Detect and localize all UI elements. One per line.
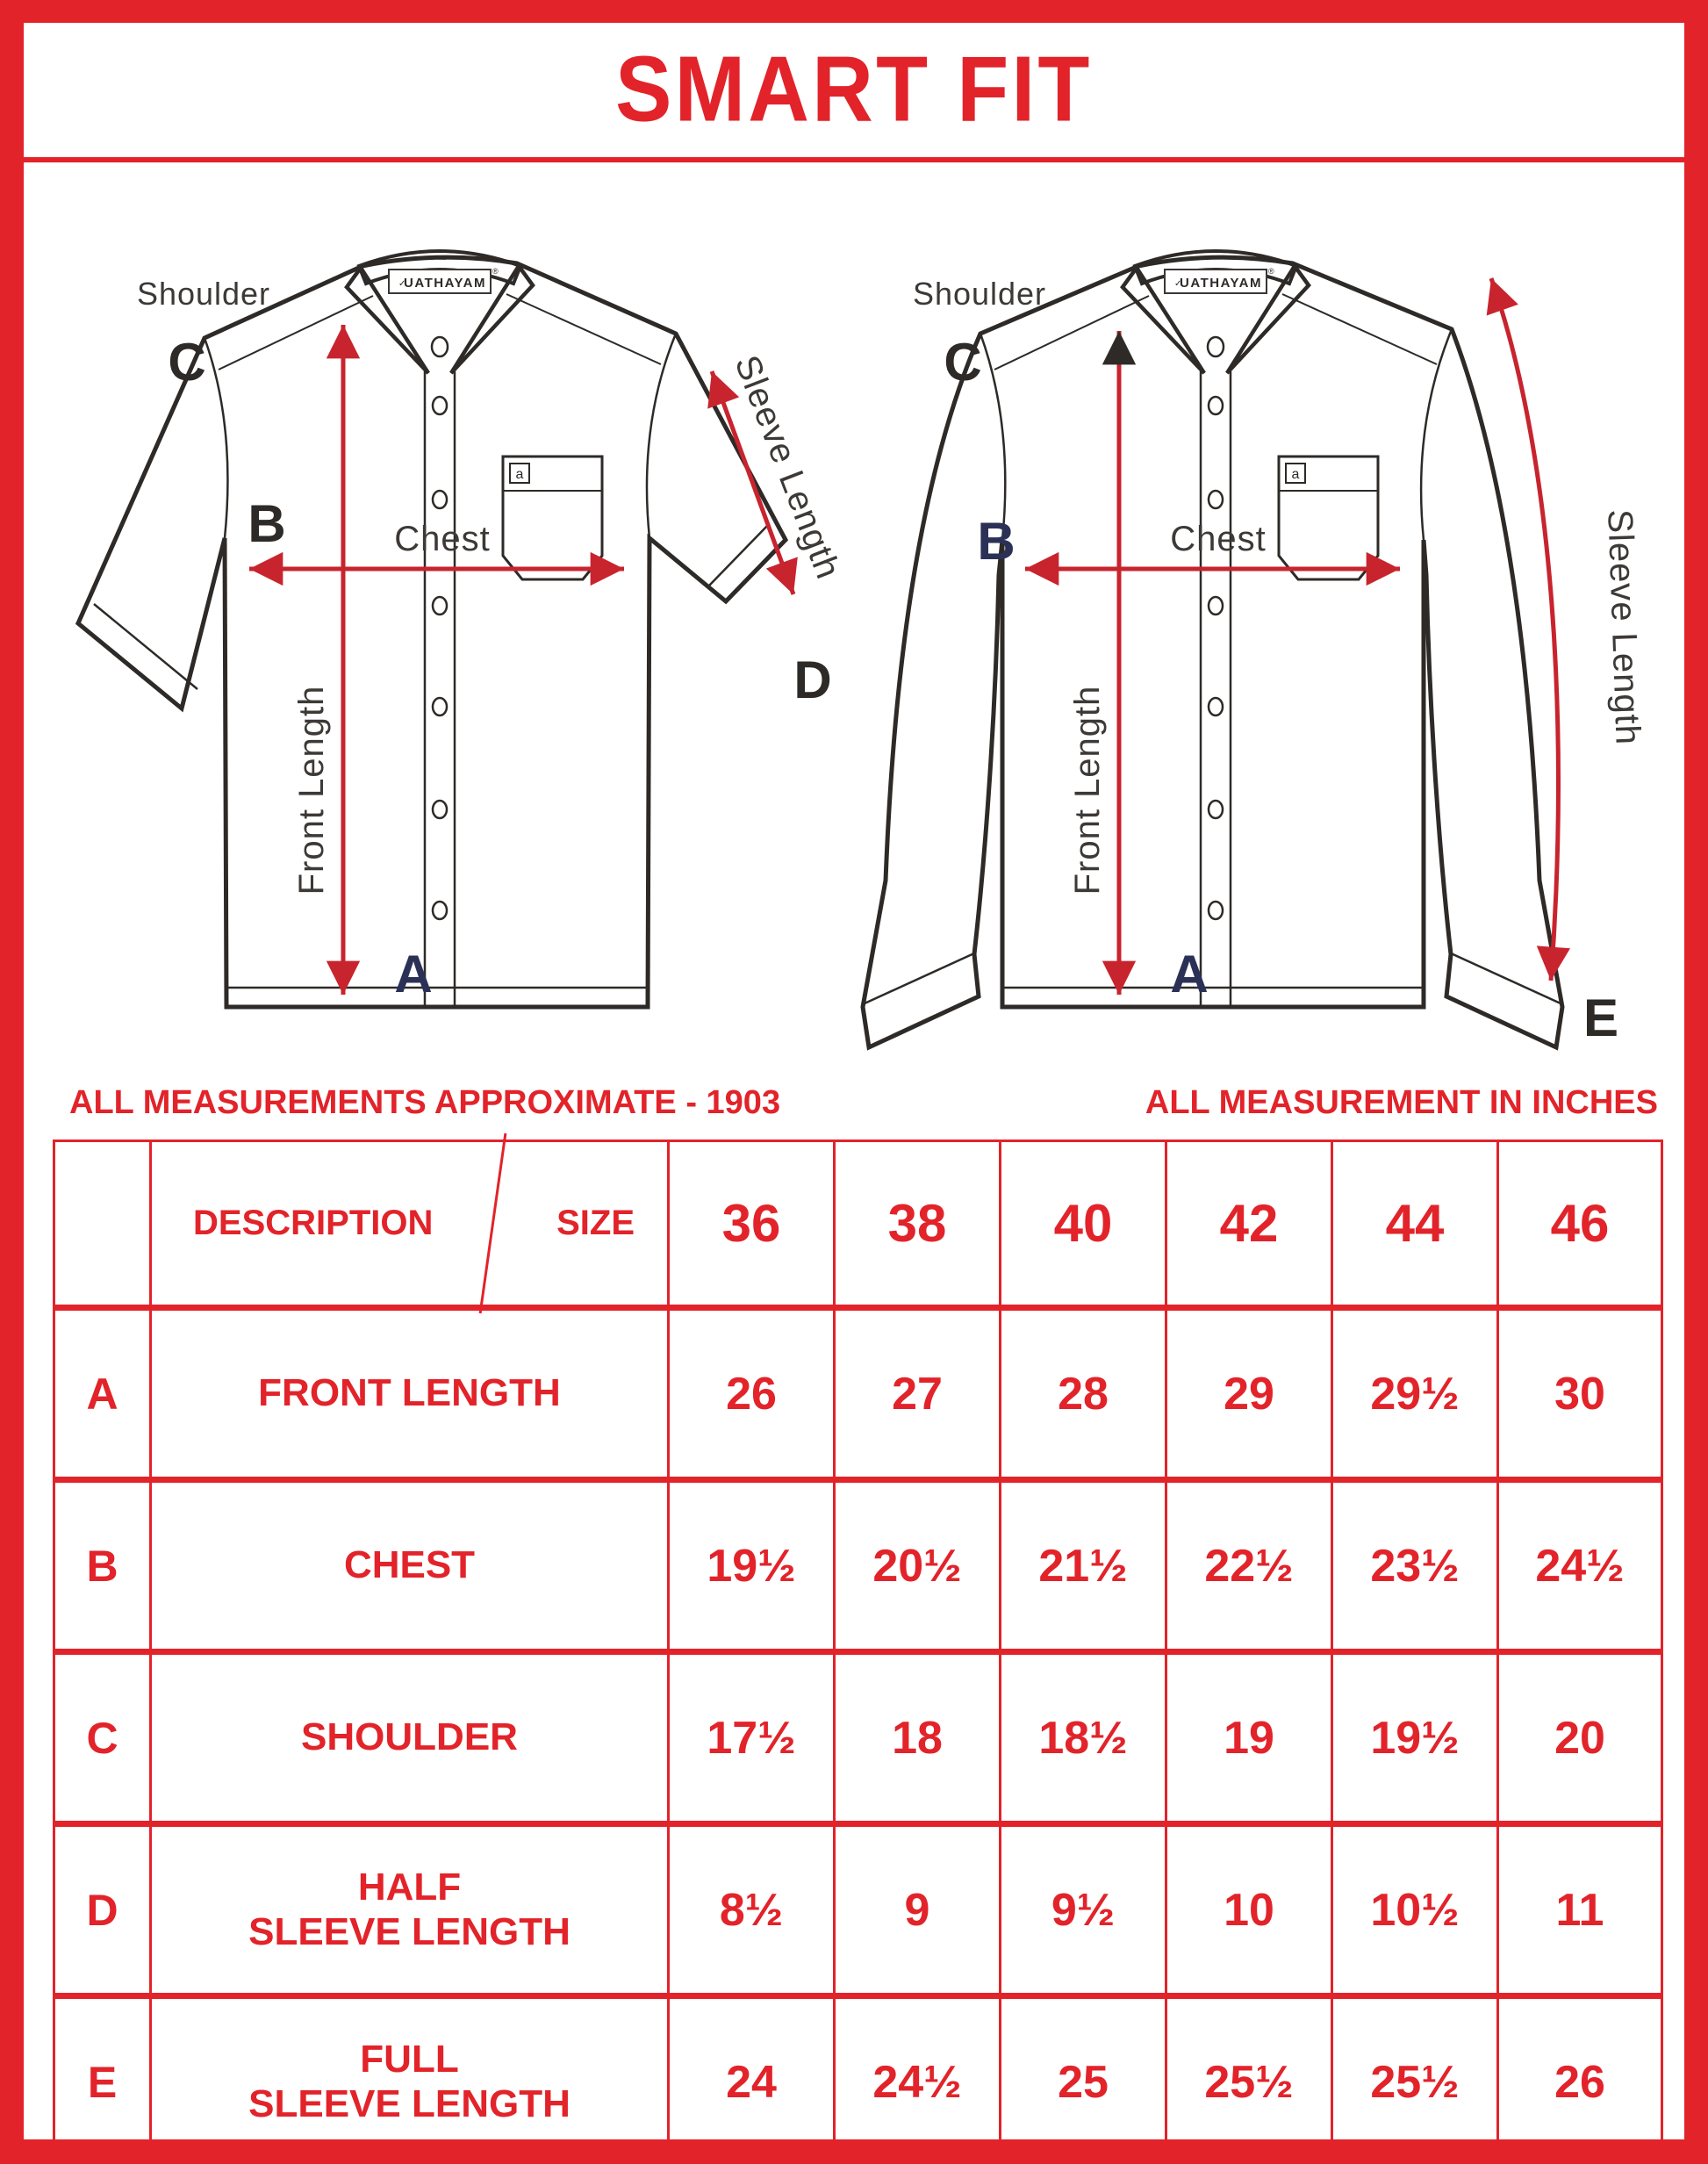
armhole-seam	[647, 334, 676, 538]
collar	[347, 251, 533, 373]
cell-value: 17½	[669, 1652, 835, 1824]
poster	[24, 23, 1684, 2139]
page-title: SMART FIT	[615, 38, 1093, 141]
point-b: B	[977, 512, 1015, 571]
cell-value: 10½	[1332, 1824, 1498, 1996]
row-description	[151, 1996, 669, 2140]
cell-value: 28	[1001, 1308, 1166, 1480]
armhole-seam	[205, 338, 227, 538]
full-sleeve-shirt	[863, 251, 1647, 1047]
cell-value: 24	[669, 1996, 835, 2140]
note-approximate: ALL MEASUREMENTS APPROXIMATE - 1903	[69, 1084, 781, 1121]
front-length-label: Front Length	[1068, 685, 1107, 895]
table-row	[54, 1308, 1662, 1480]
title-band	[24, 23, 1684, 162]
row-letter: D	[54, 1824, 151, 1996]
description-line: CHEST	[343, 1543, 476, 1587]
notes-row	[24, 1054, 1684, 1140]
size-col-header: 46	[1498, 1141, 1662, 1308]
point-b: B	[248, 494, 286, 553]
description-line: SLEEVE LENGTH	[248, 1909, 571, 1953]
cell-value: 25	[1001, 1996, 1166, 2140]
shoulder-label: Shoulder	[912, 276, 1047, 312]
description-line: SHOULDER	[301, 1715, 518, 1759]
cell-value: 25½	[1166, 1996, 1332, 2140]
cell-value: 11	[1498, 1824, 1662, 1996]
row-letter: E	[54, 1996, 151, 2140]
cell-value: 18	[835, 1652, 1001, 1824]
armhole-seam	[980, 334, 1005, 540]
cell-value: 9	[835, 1824, 1001, 1996]
size-col-header: 38	[835, 1141, 1001, 1308]
cell-value: 29½	[1332, 1308, 1498, 1480]
table-header-row	[54, 1141, 1662, 1308]
sleeve-length-label: Sleeve Length	[1600, 508, 1647, 746]
cell-value: 19½	[669, 1480, 835, 1652]
point-e: E	[1582, 989, 1619, 1047]
chest-label: Chest	[394, 520, 491, 558]
row-description	[151, 1480, 669, 1652]
collar	[1123, 251, 1309, 373]
sleeve-length-label: Sleeve Length	[727, 349, 848, 585]
cell-value: 21½	[1001, 1480, 1166, 1652]
cell-value: 29	[1166, 1308, 1332, 1480]
description-line: FRONT LENGTH	[258, 1371, 561, 1415]
description-line: FULL	[360, 2037, 459, 2081]
row-letter: C	[54, 1652, 151, 1824]
table-row	[54, 1824, 1662, 1996]
point-d: D	[793, 651, 832, 709]
chest-label: Chest	[1170, 520, 1267, 558]
cell-value: 9½	[1001, 1824, 1166, 1996]
cuff-seam	[865, 953, 1561, 1003]
size-chart-table	[53, 1140, 1663, 2139]
cell-value: 20½	[835, 1480, 1001, 1652]
cell-value: 20	[1498, 1652, 1662, 1824]
row-description	[151, 1824, 669, 1996]
collar-button	[432, 337, 448, 356]
size-header: SIZE	[556, 1204, 635, 1242]
table-row	[54, 1652, 1662, 1824]
sleeve-length-arrow	[1491, 278, 1559, 981]
chest-pocket	[503, 457, 602, 579]
pocket-logo: a	[515, 467, 524, 482]
half-sleeve-shirt	[78, 251, 848, 1007]
brand-label: UATHAYAM	[1180, 276, 1262, 291]
row-letter: A	[54, 1308, 151, 1480]
description-line: HALF	[357, 1865, 462, 1909]
note-inches: ALL MEASUREMENT IN INCHES	[1145, 1084, 1658, 1121]
cell-value: 26	[669, 1308, 835, 1480]
pocket-logo: a	[1291, 467, 1300, 482]
cell-value: 24½	[1498, 1480, 1662, 1652]
buttons	[433, 397, 447, 919]
description-header: DESCRIPTION	[193, 1204, 434, 1242]
row-letter: B	[54, 1480, 151, 1652]
table-row	[54, 1996, 1662, 2140]
cell-value: 18½	[1001, 1652, 1166, 1824]
cell-value: 30	[1498, 1308, 1662, 1480]
point-a: A	[1170, 945, 1209, 1003]
description-size-cell	[151, 1141, 669, 1308]
cell-value: 8½	[669, 1824, 835, 1996]
cell-value: 22½	[1166, 1480, 1332, 1652]
corner-cell	[54, 1141, 151, 1308]
size-col-header: 36	[669, 1141, 835, 1308]
cell-value: 26	[1498, 1996, 1662, 2140]
chest-pocket	[1279, 457, 1378, 579]
brand-label: UATHAYAM	[404, 276, 486, 291]
front-length-label: Front Length	[292, 685, 331, 895]
yoke-seam	[994, 294, 1437, 370]
cell-value: 19	[1166, 1652, 1332, 1824]
armhole-seam	[1421, 329, 1452, 540]
cell-value: 27	[835, 1308, 1001, 1480]
collar-button	[1208, 337, 1224, 356]
point-a: A	[394, 945, 433, 1003]
description-line: SLEEVE LENGTH	[248, 2081, 571, 2125]
registered-mark: ®	[492, 267, 499, 276]
cell-value: 23½	[1332, 1480, 1498, 1652]
table-row	[54, 1480, 1662, 1652]
point-c: C	[168, 333, 206, 392]
collar-mark-icon: ✓	[1174, 279, 1182, 289]
registered-mark: ®	[1268, 267, 1274, 276]
cell-value: 24½	[835, 1996, 1001, 2140]
cell-value: 19½	[1332, 1652, 1498, 1824]
row-description	[151, 1652, 669, 1824]
shoulder-label: Shoulder	[136, 276, 271, 312]
shirt-diagram	[24, 162, 1684, 1054]
size-col-header: 44	[1332, 1141, 1498, 1308]
cell-value: 10	[1166, 1824, 1332, 1996]
size-col-header: 40	[1001, 1141, 1166, 1308]
size-col-header: 42	[1166, 1141, 1332, 1308]
point-c: C	[944, 333, 982, 392]
collar-mark-icon: ✓	[398, 279, 406, 289]
row-description	[151, 1308, 669, 1480]
cell-value: 25½	[1332, 1996, 1498, 2140]
yoke-seam	[219, 294, 661, 370]
buttons	[1209, 397, 1223, 919]
